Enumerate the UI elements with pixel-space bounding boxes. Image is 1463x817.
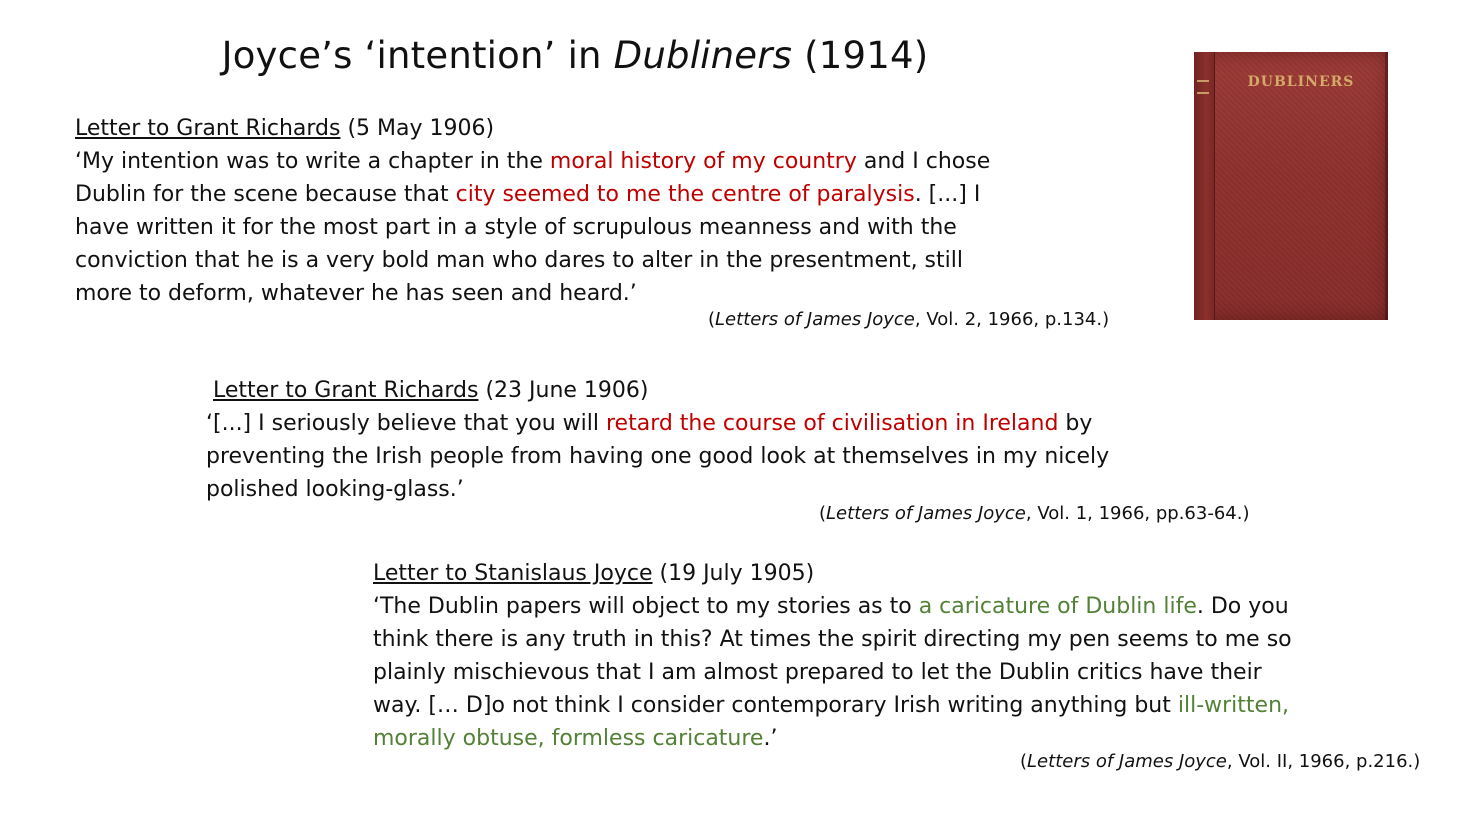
letter-1-segment: ‘My intention was to write a chapter in the	[75, 149, 550, 174]
letter-3-segment: ‘The Dublin papers will object to my stories as to	[373, 594, 919, 619]
citation-title: Letters of James Joyce	[1027, 751, 1227, 772]
title-suffix: (1914)	[792, 34, 929, 77]
book-cover-title: DUBLINERS	[1247, 74, 1355, 90]
letter-3-highlight-green: a caricature of Dublin life	[918, 594, 1197, 619]
letter-3-highlight-green: ill-written, morally obtuse, formless caricature	[373, 693, 1290, 751]
letter-2-segment: ‘[...] I seriously believe that you will	[206, 411, 606, 436]
letter-1-highlight-red: city seemed to me the centre of paralysis	[455, 182, 915, 207]
letter-3-citation	[1020, 750, 1420, 774]
citation-rest: , Vol. II, 1966, p.216.)	[1226, 751, 1421, 772]
citation-open: (	[708, 309, 716, 330]
citation-open: (	[1020, 751, 1028, 772]
letter-1-heading: Letter to Grant Richards	[75, 116, 341, 141]
letter-1	[75, 112, 1025, 310]
letter-3-segment: .’	[763, 726, 778, 751]
letter-3-segment: . Do you think there is any truth in this? At times the spirit directing my pen seems to me so plainly mischievous that I am almost prepared to let the Dublin critics have their way. [… D]o not think I consider contemporary Irish writing anything but	[373, 594, 1292, 718]
letter-3-heading: Letter to Stanislaus Joyce	[373, 561, 653, 586]
letter-1-segment: . [...] I have written it for the most part in a style of scrupulous meanness and with the conviction that he is a very bold man who dares to alter in the presentment, still more to deform, whatever he has seen and heard.’	[75, 182, 981, 306]
citation-title: Letters of James Joyce	[826, 503, 1026, 524]
letter-3	[373, 557, 1308, 755]
citation-open: (	[819, 503, 827, 524]
letter-3-quote	[373, 590, 1308, 755]
slide-title	[0, 30, 1150, 82]
book-spine	[1194, 52, 1215, 320]
letter-2-heading-line	[206, 374, 1136, 407]
letter-1-highlight-red: moral history of my country	[549, 149, 857, 174]
citation-rest: , Vol. 2, 1966, p.134.)	[914, 309, 1110, 330]
letter-3-date: (19 July 1905)	[652, 561, 815, 586]
citation-rest: , Vol. 1, 1966, pp.63-64.)	[1025, 503, 1250, 524]
title-prefix: Joyce’s ‘intention’ in	[221, 34, 614, 77]
letter-1-segment: and I chose Dublin for the scene because that	[75, 149, 991, 207]
letter-2	[206, 374, 1136, 506]
letter-2-quote	[206, 407, 1136, 506]
letter-1-heading-line	[75, 112, 1025, 145]
letter-1-citation	[708, 308, 1109, 332]
letter-3-heading-line	[373, 557, 1308, 590]
letter-2-date: (23 June 1906)	[478, 378, 649, 403]
citation-title: Letters of James Joyce	[715, 309, 915, 330]
book-cover-image	[1194, 52, 1388, 320]
letter-1-date: (5 May 1906)	[340, 116, 495, 141]
letter-2-segment: by preventing the Irish people from having one good look at themselves in my nicely polished looking-glass.’	[206, 411, 1110, 502]
letter-2-heading: Letter to Grant Richards	[213, 378, 479, 403]
book-edge	[1385, 52, 1388, 320]
letter-1-quote	[75, 145, 1025, 310]
letter-2-highlight-red: retard the course of civilisation in Ireland	[605, 411, 1059, 436]
title-italic: Dubliners	[613, 34, 793, 77]
spine-ornament-icon	[1197, 80, 1209, 94]
letter-2-citation	[819, 502, 1249, 526]
